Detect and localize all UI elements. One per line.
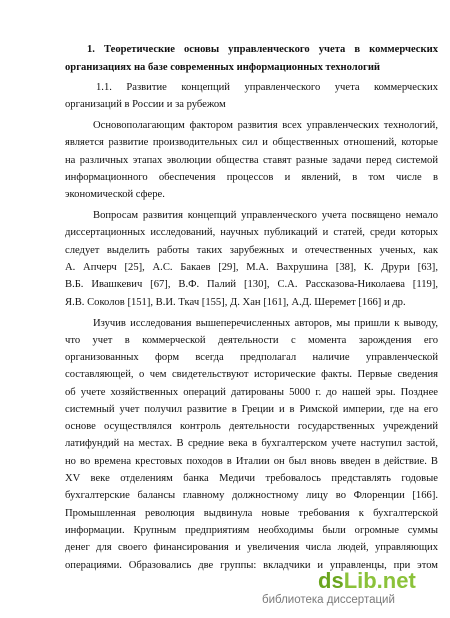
section-heading-line-2: организациях на базе современных информационных технологий — [65, 62, 381, 73]
paragraph-line: диссертационных исследований, научных публикаций и статей, среди которых — [65, 227, 438, 238]
paragraph-line: Изучив исследования вышеперечисленных авторов, мы пришли к выводу, — [93, 318, 438, 329]
paragraph-line: Основополагающим фактором развития всех управленческих технологий, — [93, 120, 438, 131]
paragraph-line: на различных этапах эволюции общества ставят разные задачи перед системой — [65, 155, 438, 166]
subsection-heading-line-2: организаций в России и за рубежом — [65, 99, 226, 110]
subsection-heading-line-1: 1.1. Развитие концепций управленческого учета коммерческих — [96, 82, 438, 93]
paragraph-line: основе осуществлялся контроль деятельности государственных учреждений — [65, 421, 438, 432]
section-heading-line-1: 1. Теоретические основы управленческого учета в коммерческих — [87, 44, 438, 55]
paragraph-line: является развитие производительных сил и общественных отношений, которые — [65, 137, 438, 148]
dslib-logo — [318, 568, 416, 594]
paragraph-line: об учете хозяйственных операций датированы 5000 г. до нашей эры. Позднее — [65, 387, 438, 398]
paragraph-line: информации. Крупным предприятиям необходимы были огромные суммы — [65, 525, 438, 536]
paragraph-line: следует выделить работы таких зарубежных и отечественных ученых, как — [65, 245, 438, 256]
logo-part-lib: Lib.net — [343, 568, 416, 593]
paragraph-line: А. Апчерч [25], А.С. Бакаев [29], М.А. Вахрушина [38], К. Друри [63], — [65, 262, 438, 273]
paragraph-line: XV веке отделениям банка Медичи требовалось представлять годовые — [65, 473, 438, 484]
paragraph-line: составляющей, о чем свидетельствуют исторические факты. Первые сведения — [65, 369, 438, 380]
paragraph-line: В.Б. Ивашкевич [67], В.Ф. Палий [130], С.А. Рассказова-Николаева [119], — [65, 279, 438, 290]
dslib-watermark — [262, 568, 450, 618]
paragraph-line: Я.В. Соколов [151], В.И. Ткач [155], Д. Хан [161], А.Д. Шеремет [166] и др. — [65, 297, 406, 308]
paragraph-line: организованных форм всегда предполагал наличие управленческой — [65, 352, 438, 363]
paragraph-line: системный учет получил развитие в Греции и в Римской империи, где на его — [65, 404, 438, 415]
paragraph-line: Вопросам развития концепций управленческого учета посвящено немало — [93, 210, 438, 221]
paragraph-line: информационного обеспечения процессов и явлений, в том числе в — [65, 172, 438, 183]
logo-part-ds: ds — [318, 568, 344, 593]
paragraph-line: но во времена крестовых походов в Италии он был вновь введен в действие. В — [65, 456, 438, 467]
paragraph-line: что учет в коммерческой деятельности с момента зарождения его — [65, 335, 438, 346]
paragraph-line: латифундий на местах. В средние века в бухгалтерском учете наступил застой, — [65, 438, 438, 449]
paragraph-line: экономической сфере. — [65, 189, 165, 200]
watermark-subtitle: библиотека диссертаций — [262, 594, 395, 606]
paragraph-line: Промышленная революция выдвинула новые требования к бухгалтерской — [65, 508, 438, 519]
paragraph-line: операциями. Образовались две группы: вкладчики и управленцы, при этом — [65, 560, 438, 571]
paragraph-line: бухгалтерские балансы главному должностному лицу во Флоренции [166]. — [65, 490, 438, 501]
paragraph-line: денег для своего финансирования и увеличения числа людей, управляющих — [65, 542, 438, 553]
